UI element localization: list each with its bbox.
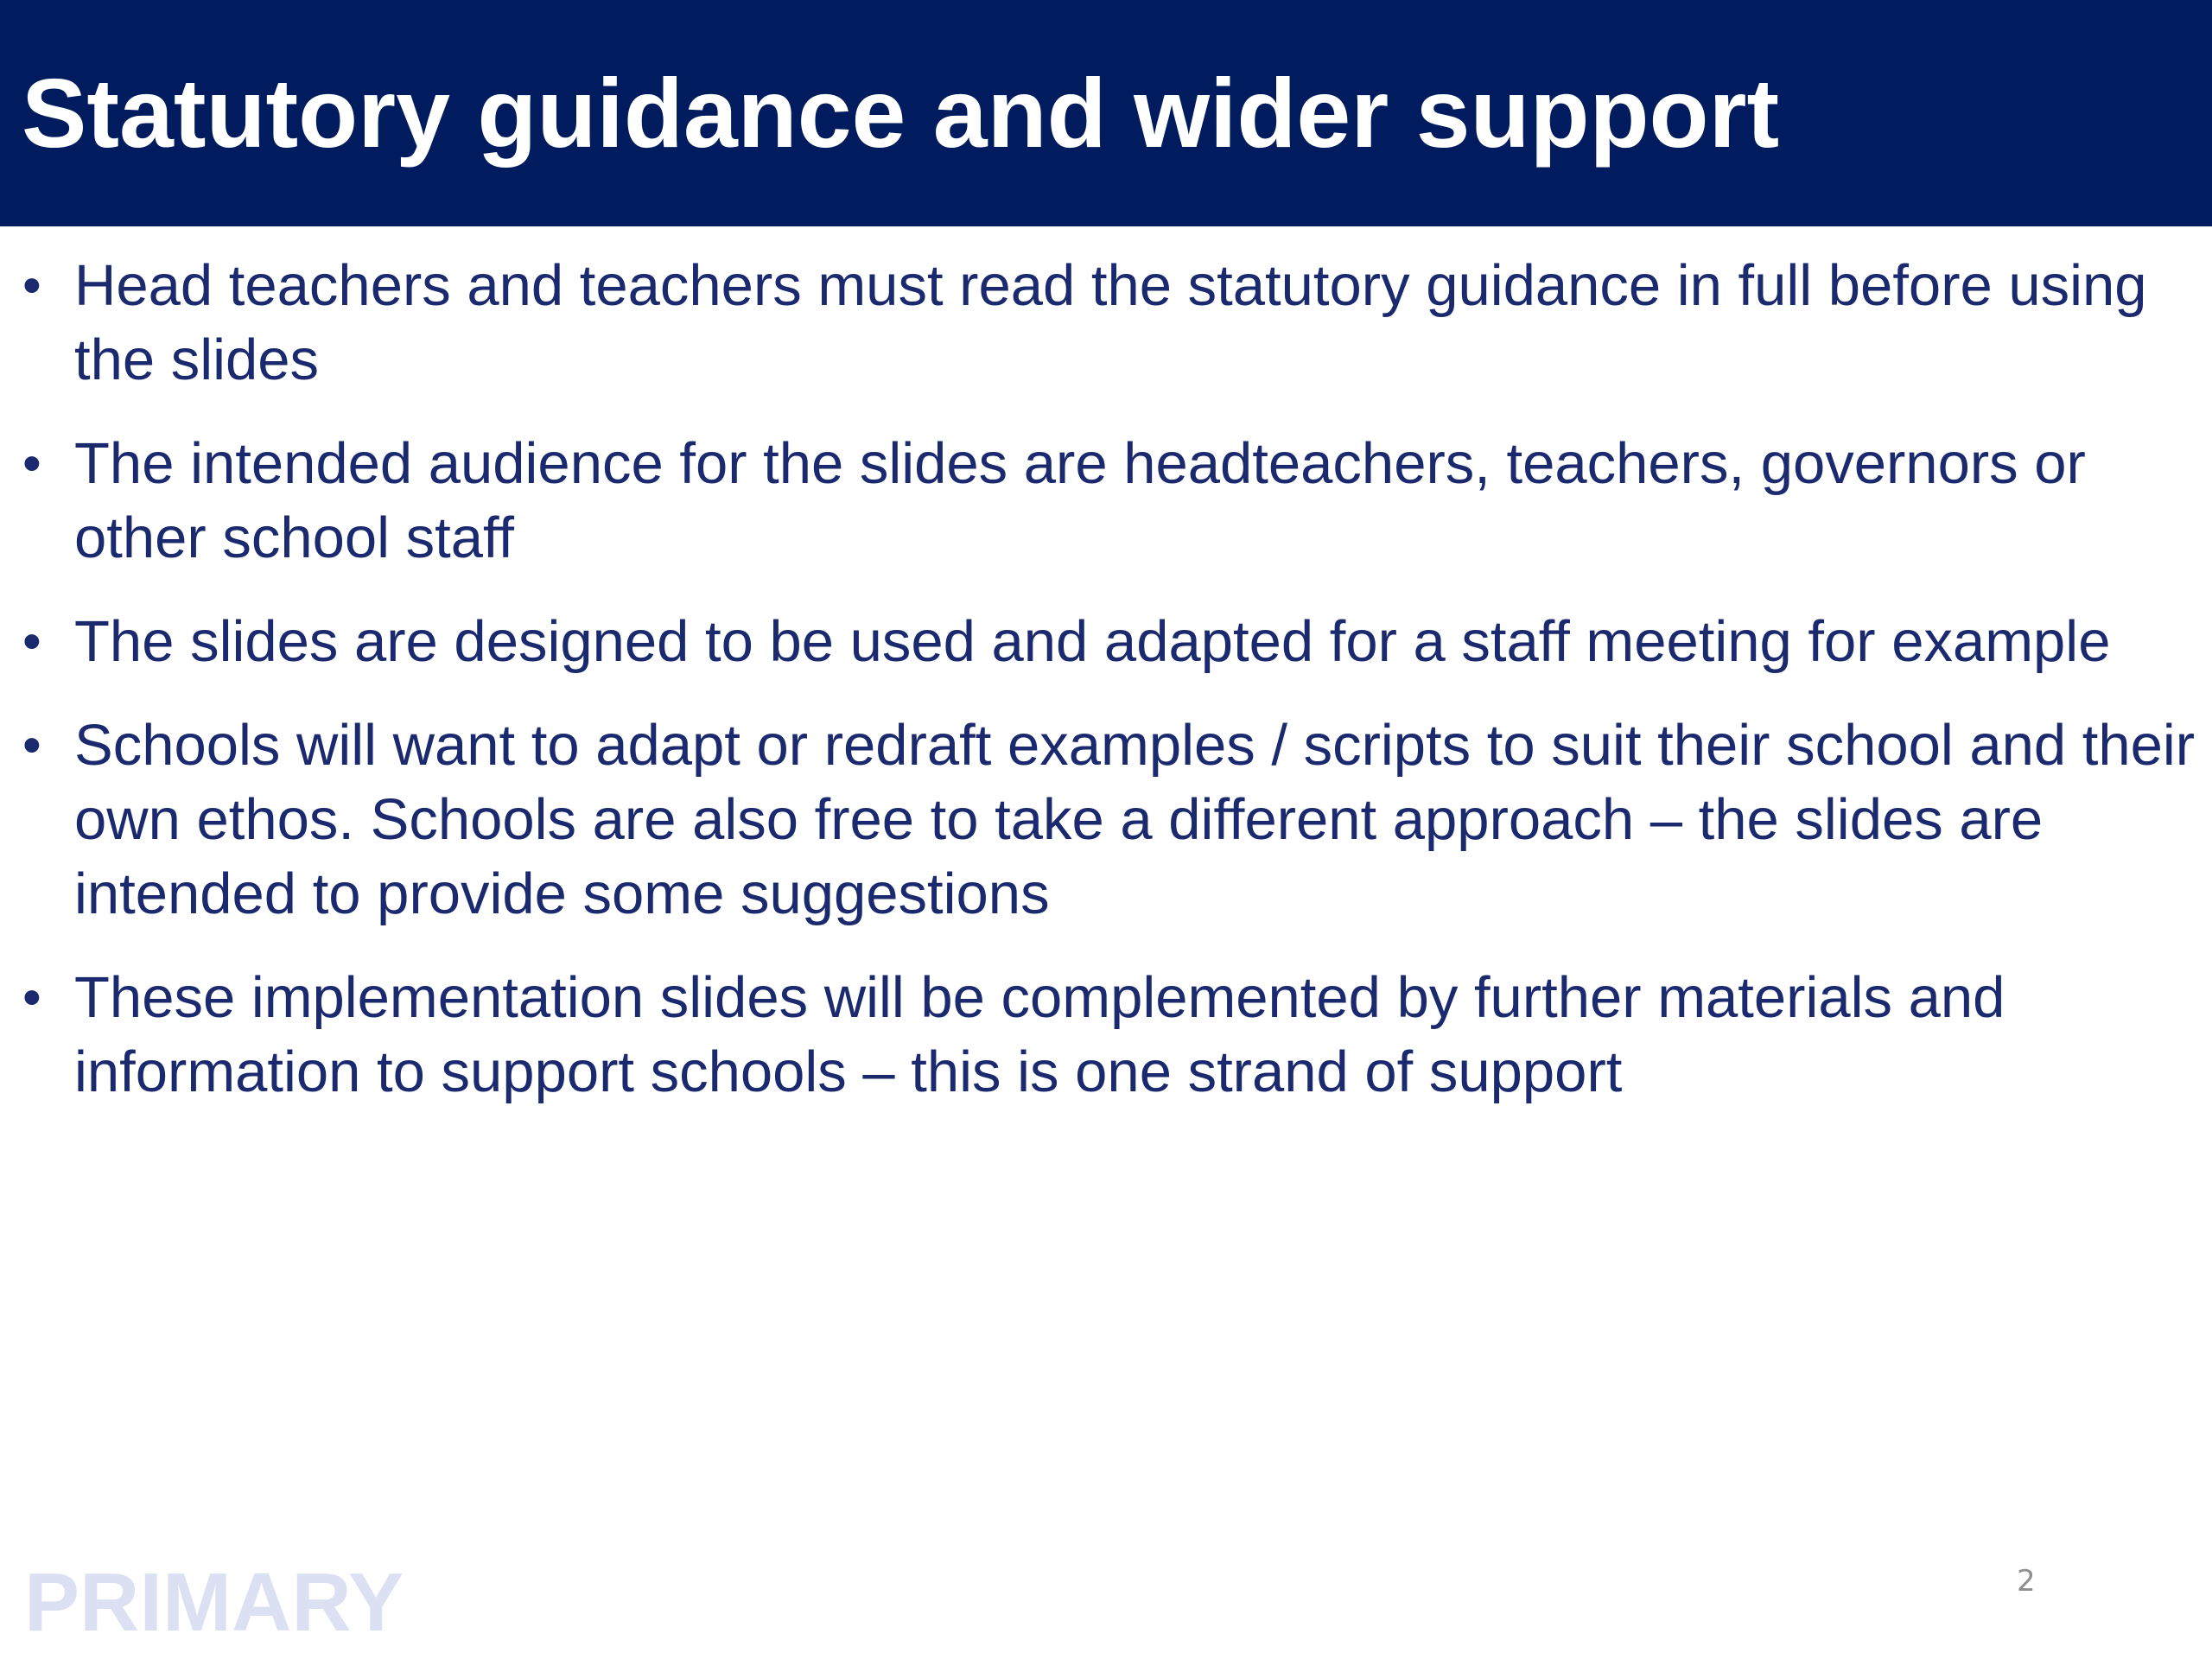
bullet-marker: •: [22, 715, 41, 775]
page-number: 2: [2017, 1564, 2036, 1599]
bullet-list: [22, 249, 2200, 1139]
bullet-text: The slides are designed to be used and adapted for a staff meeting for example: [74, 609, 2111, 674]
bullet-item: [22, 961, 2200, 1109]
bullet-marker: •: [22, 256, 41, 315]
bullet-text: These implementation slides will be complemented by further materials and information to support schools – this is one strand of support: [74, 965, 2005, 1104]
bullet-item: [22, 249, 2200, 397]
primary-watermark: PRIMARY: [24, 1556, 404, 1649]
bullet-marker: •: [22, 434, 41, 493]
slide-title: Statutory guidance and wider support: [22, 59, 1780, 168]
bullet-text: Head teachers and teachers must read the statutory guidance in full before using the slides: [74, 253, 2147, 392]
bullet-text: The intended audience for the slides are headteachers, teachers, governors or other school staff: [74, 431, 2086, 570]
bullet-marker: •: [22, 968, 41, 1027]
bullet-item: [22, 709, 2200, 931]
bullet-text: Schools will want to adapt or redraft examples / scripts to suit their school and their own ethos. Schools are also free to take a different approach – the slides are intended to provide some suggestions: [74, 713, 2196, 926]
bullet-marker: •: [22, 612, 41, 671]
bullet-item: [22, 427, 2200, 575]
bullet-item: [22, 605, 2200, 679]
title-bar: [0, 0, 2212, 226]
